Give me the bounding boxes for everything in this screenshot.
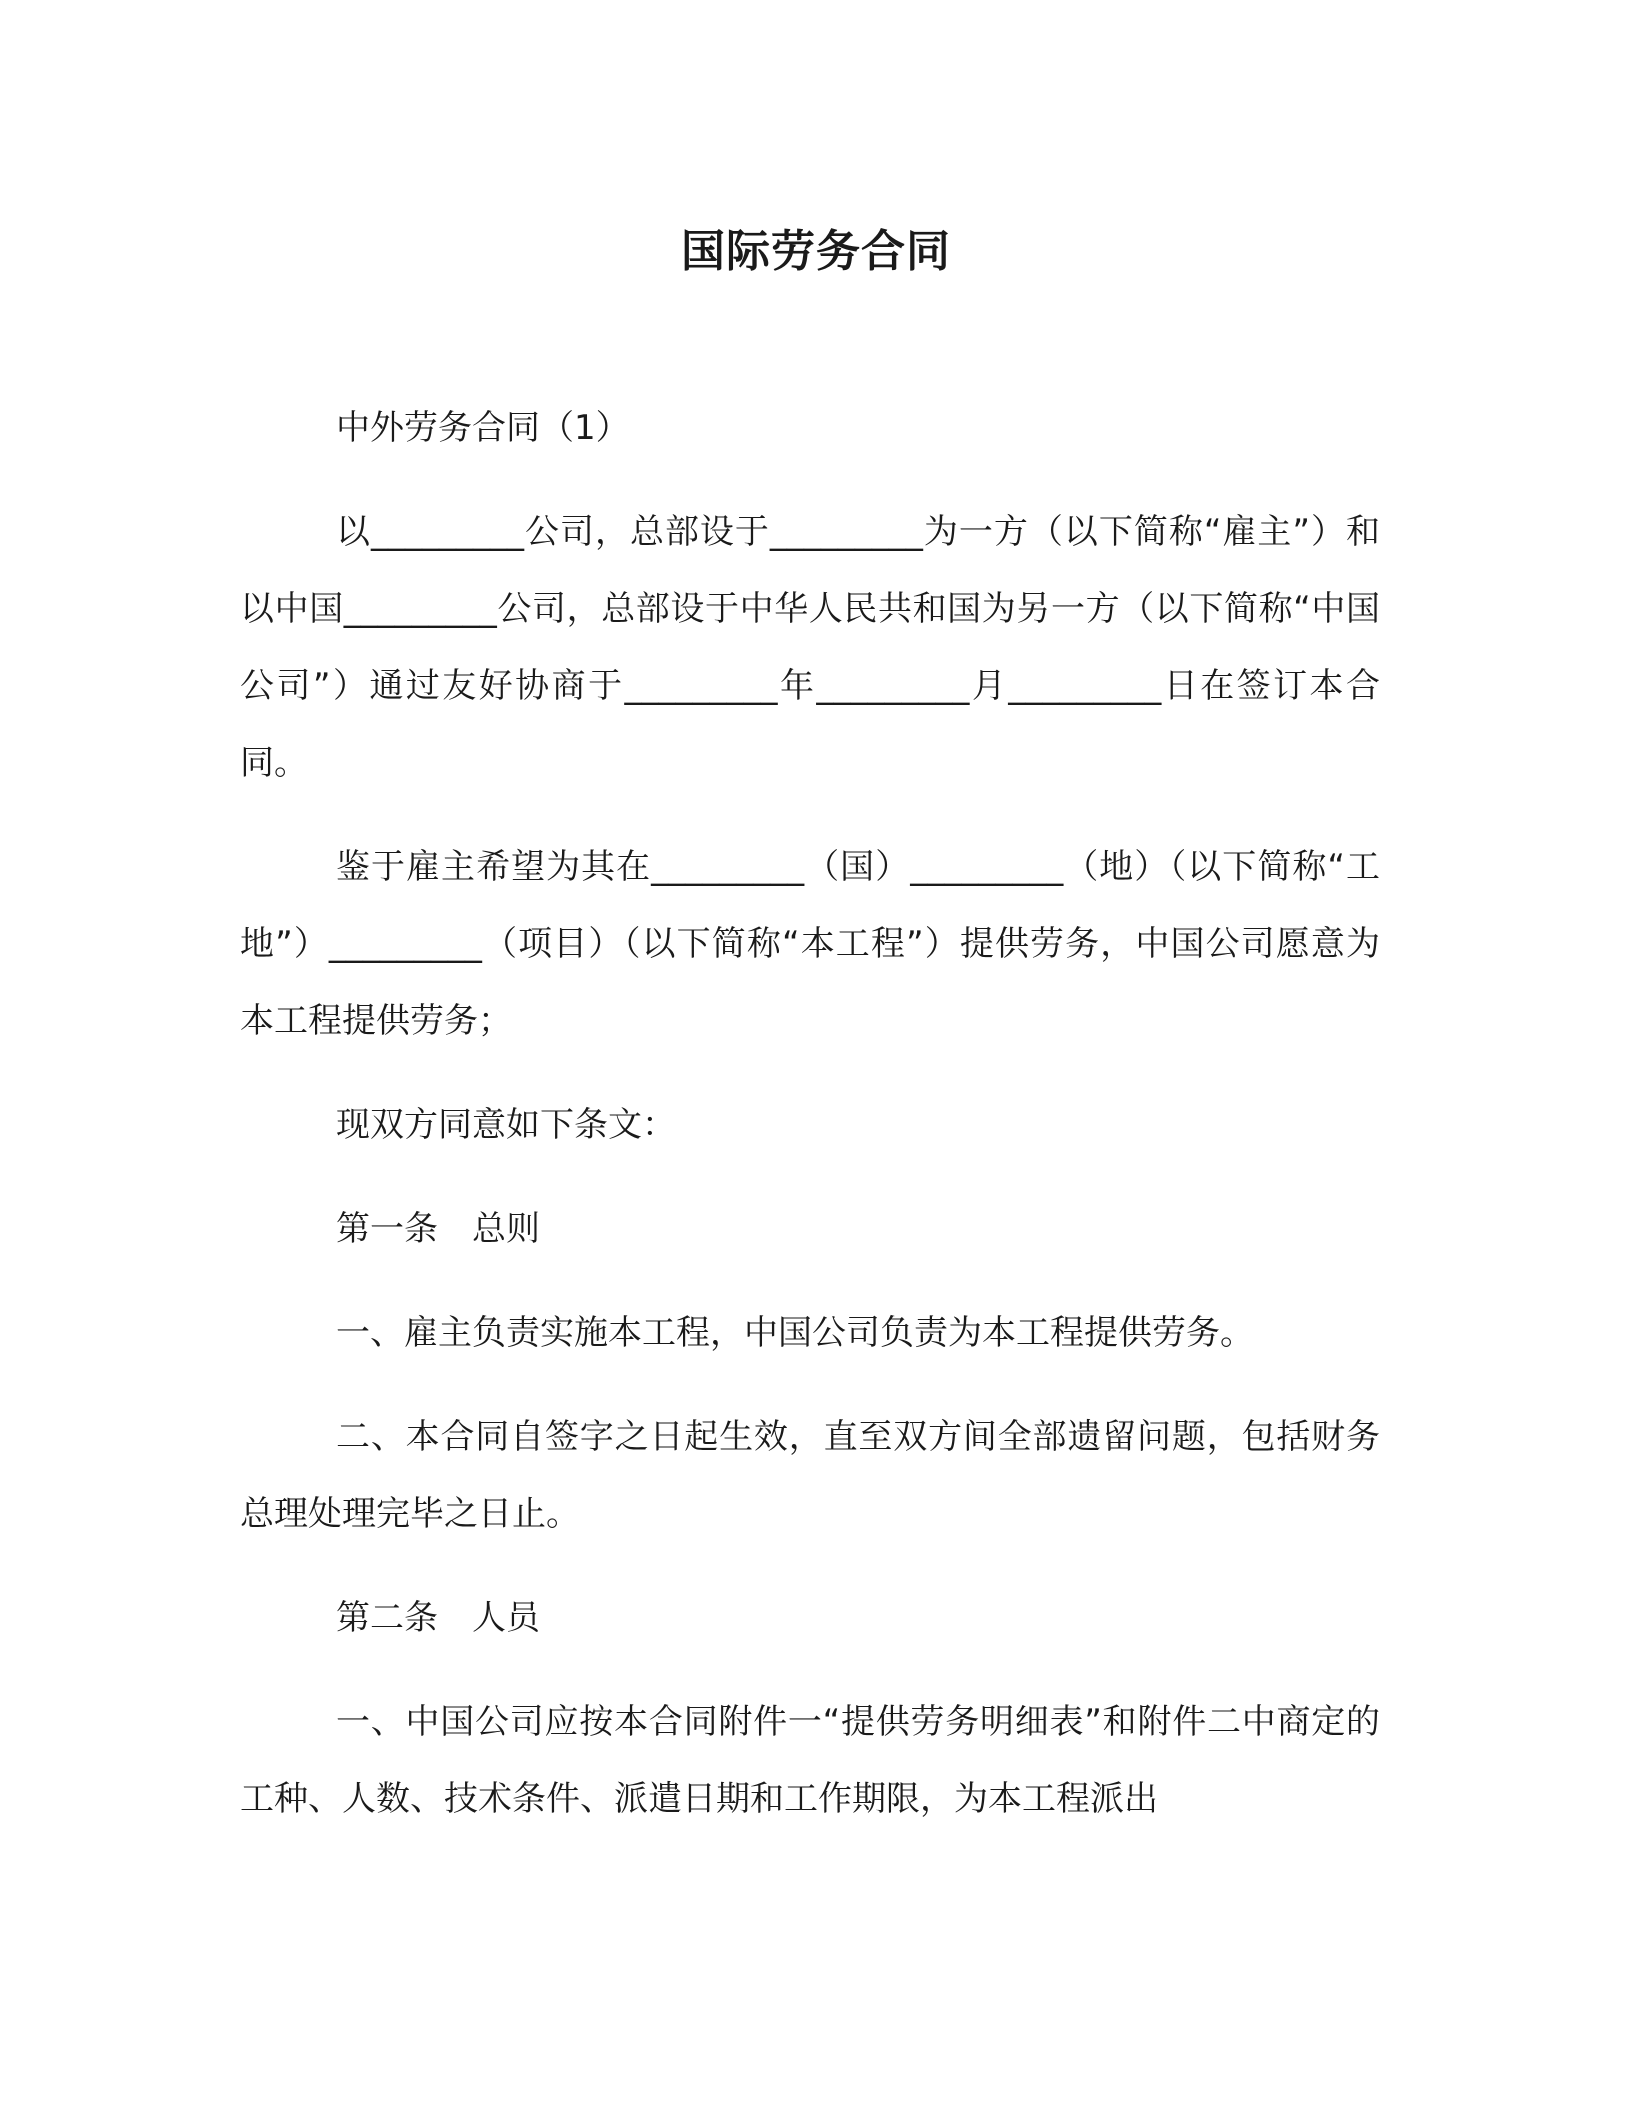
- article-heading: 第二条 人员: [336, 1598, 540, 1638]
- clause-paragraph: 二、本合同自签字之日起生效，直至双方间全部遗留问题，包括财务总理处理完毕之日止。: [240, 1417, 1380, 1534]
- recital-paragraph: 鉴于雇主希望为其在_________（国）_________（地）（以下简称“工地”）_________（项目）（以下简称“本工程”）提供劳务，中国公司愿意为本工程提供劳务；: [240, 847, 1380, 1041]
- preamble-paragraph: 以_________公司，总部设于_________为一方（以下简称“雇主”）和以中国_________公司，总部设于中华人民共和国为另一方（以下简称“中国公司”）通过友好协商于_________年_________月_________日在签订本合同。: [240, 512, 1380, 783]
- agreement-intro: 现双方同意如下条文：: [336, 1105, 676, 1145]
- clause-paragraph: 一、雇主负责实施本工程，中国公司负责为本工程提供劳务。: [336, 1313, 1254, 1353]
- document-body: [240, 390, 1380, 1838]
- section-heading: 中外劳务合同（1）: [336, 408, 630, 448]
- article-heading: 第一条 总则: [336, 1209, 540, 1249]
- document-title: 国际劳务合同: [681, 226, 951, 277]
- clause-paragraph: 一、中国公司应按本合同附件一“提供劳务明细表”和附件二中商定的工种、人数、技术条件、派遣日期和工作期限，为本工程派出: [240, 1702, 1380, 1819]
